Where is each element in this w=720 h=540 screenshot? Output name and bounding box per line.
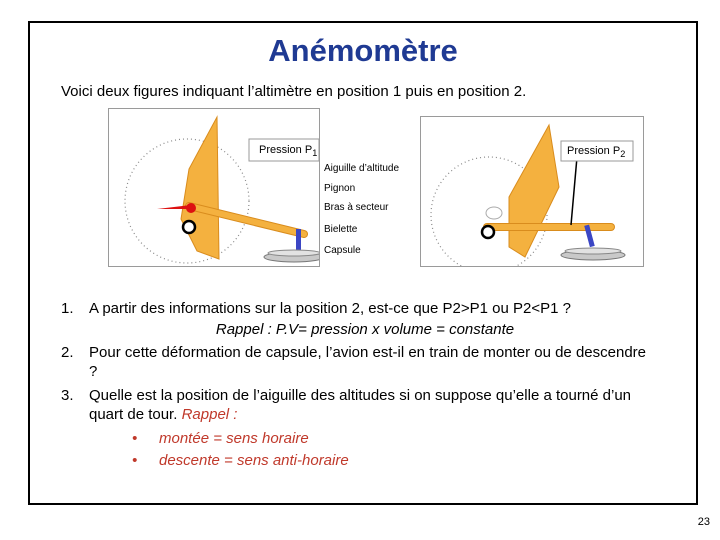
- altimeter-diagram-2: [421, 117, 643, 266]
- label-bras: Bras à secteur: [324, 202, 389, 213]
- figure-position-2: [420, 116, 644, 267]
- bullet-dot: •: [132, 430, 138, 447]
- label-pignon: Pignon: [324, 183, 356, 194]
- figure-position-1: [108, 108, 320, 267]
- label-capsule: Capsule: [324, 245, 361, 256]
- question-3-body: Quelle est la position de l’aiguille des altitudes si on suppose qu’elle a tourné d’un quart de tour.: [89, 387, 632, 423]
- rappel-formula: Rappel : P.V= pression x volume = constante: [215, 321, 515, 338]
- pressure-label-2: Pression $P_2$: [567, 145, 626, 160]
- question-text: A partir des informations sur la position 2, est-ce que P2>P1 ou P2<P1 ?: [89, 300, 571, 317]
- rappel-label: Rappel :: [181, 406, 238, 423]
- label-aiguille: Aiguille d’altitude: [324, 163, 400, 174]
- bullet-dot: •: [132, 452, 138, 469]
- question-number: 1.: [61, 300, 74, 317]
- question-number: 3.: [61, 387, 74, 404]
- label-bielette: Bielette: [324, 224, 358, 235]
- bullet-text: montée = sens horaire: [159, 430, 309, 447]
- altimeter-diagram-1: [109, 109, 319, 266]
- pressure-label-1: Pression $P_1$: [259, 144, 318, 159]
- page-number: 23: [697, 516, 710, 528]
- question-number: 2.: [61, 344, 74, 361]
- slide-title: Anémomètre: [268, 33, 458, 68]
- question-text: Pour cette déformation de capsule, l’avion est-il en train de monter ou de descendre ?: [89, 344, 646, 380]
- intro-text: Voici deux figures indiquant l’altimètre en position 1 puis en position 2.: [61, 83, 527, 100]
- slide-frame: [28, 21, 698, 505]
- question-text: [89, 386, 649, 424]
- bullet-text: descente = sens anti-horaire: [159, 452, 349, 469]
